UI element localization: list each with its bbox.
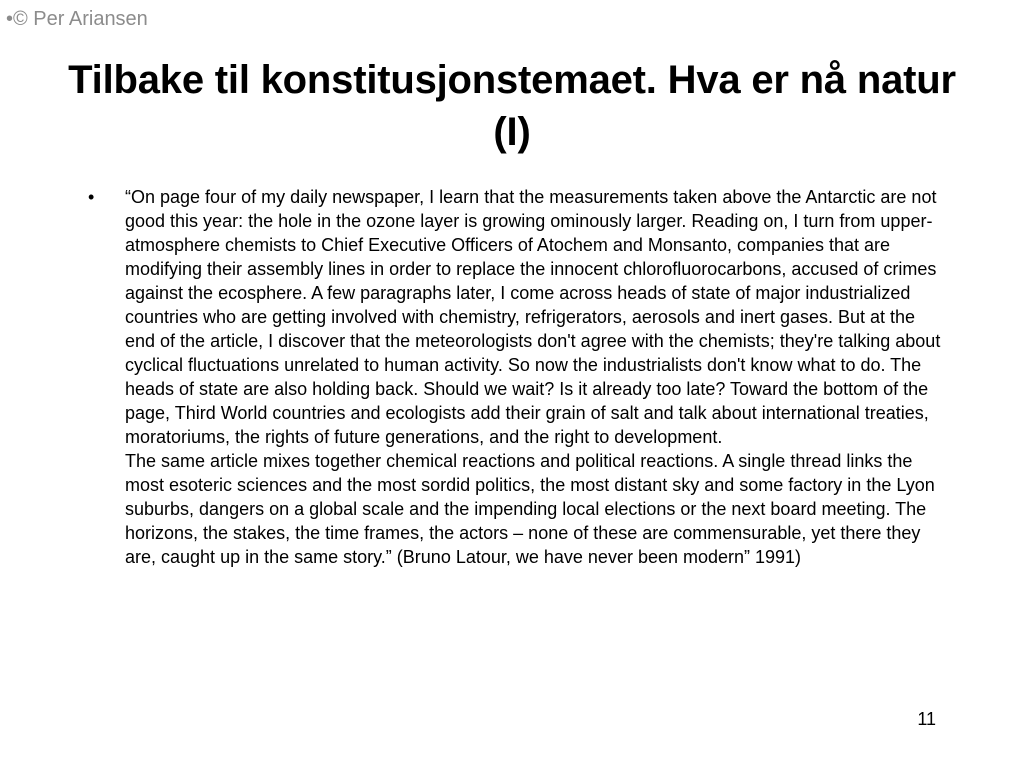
quote-paragraph-1: “On page four of my daily newspaper, I learn that the measurements taken above the Antarctic are not good this year: the hole in the ozone layer is growing ominously larger. Reading on, I turn from upper-atmosphere chemists to Chief Executive Officers of Atochem and Monsanto, companies that are modifying their assembly lines in order to replace the innocent chlorofluorocarbons, accused of crimes against the ecosphere. A few paragraphs later, I come across heads of state of major industrialized countries who are getting involved with chemistry, refrigerators, aerosols and inert gases. But at the end of the article, I discover that the meteorologists don't agree with the chemists; they're talking about cyclical fluctuations unrelated to human activity. So now the industrialists don't know what to do. The heads of state are also holding back. Should we wait? Is it already too late? Toward the bottom of the page, Third World countries and ecologists add their grain of salt and talk about international treaties, moratoriums, the rights of future generations, and the right to development. <box>125 187 941 447</box>
slide-body <box>88 185 948 569</box>
bullet-marker: • <box>88 187 95 207</box>
quote-paragraph-2: The same article mixes together chemical reactions and political reactions. A single thread links the most esoteric sciences and the most sordid politics, the most distant sky and some factory in the Lyon suburbs, dangers on a global scale and the impending local elections or the next board meeting. The horizons, the stakes, the time frames, the actors – none of these are commensurable, yet there they are, caught up in the same story.” (Bruno Latour, we have never been modern” 1991) <box>125 451 935 567</box>
slide-number: 11 <box>917 709 936 729</box>
slide-title: Tilbake til konstitusjonstemaet. Hva er nå natur (I) <box>68 58 956 154</box>
quote-text <box>125 185 948 569</box>
copyright-notice: •© Per Ariansen <box>6 8 148 30</box>
bullet-item <box>88 185 948 569</box>
